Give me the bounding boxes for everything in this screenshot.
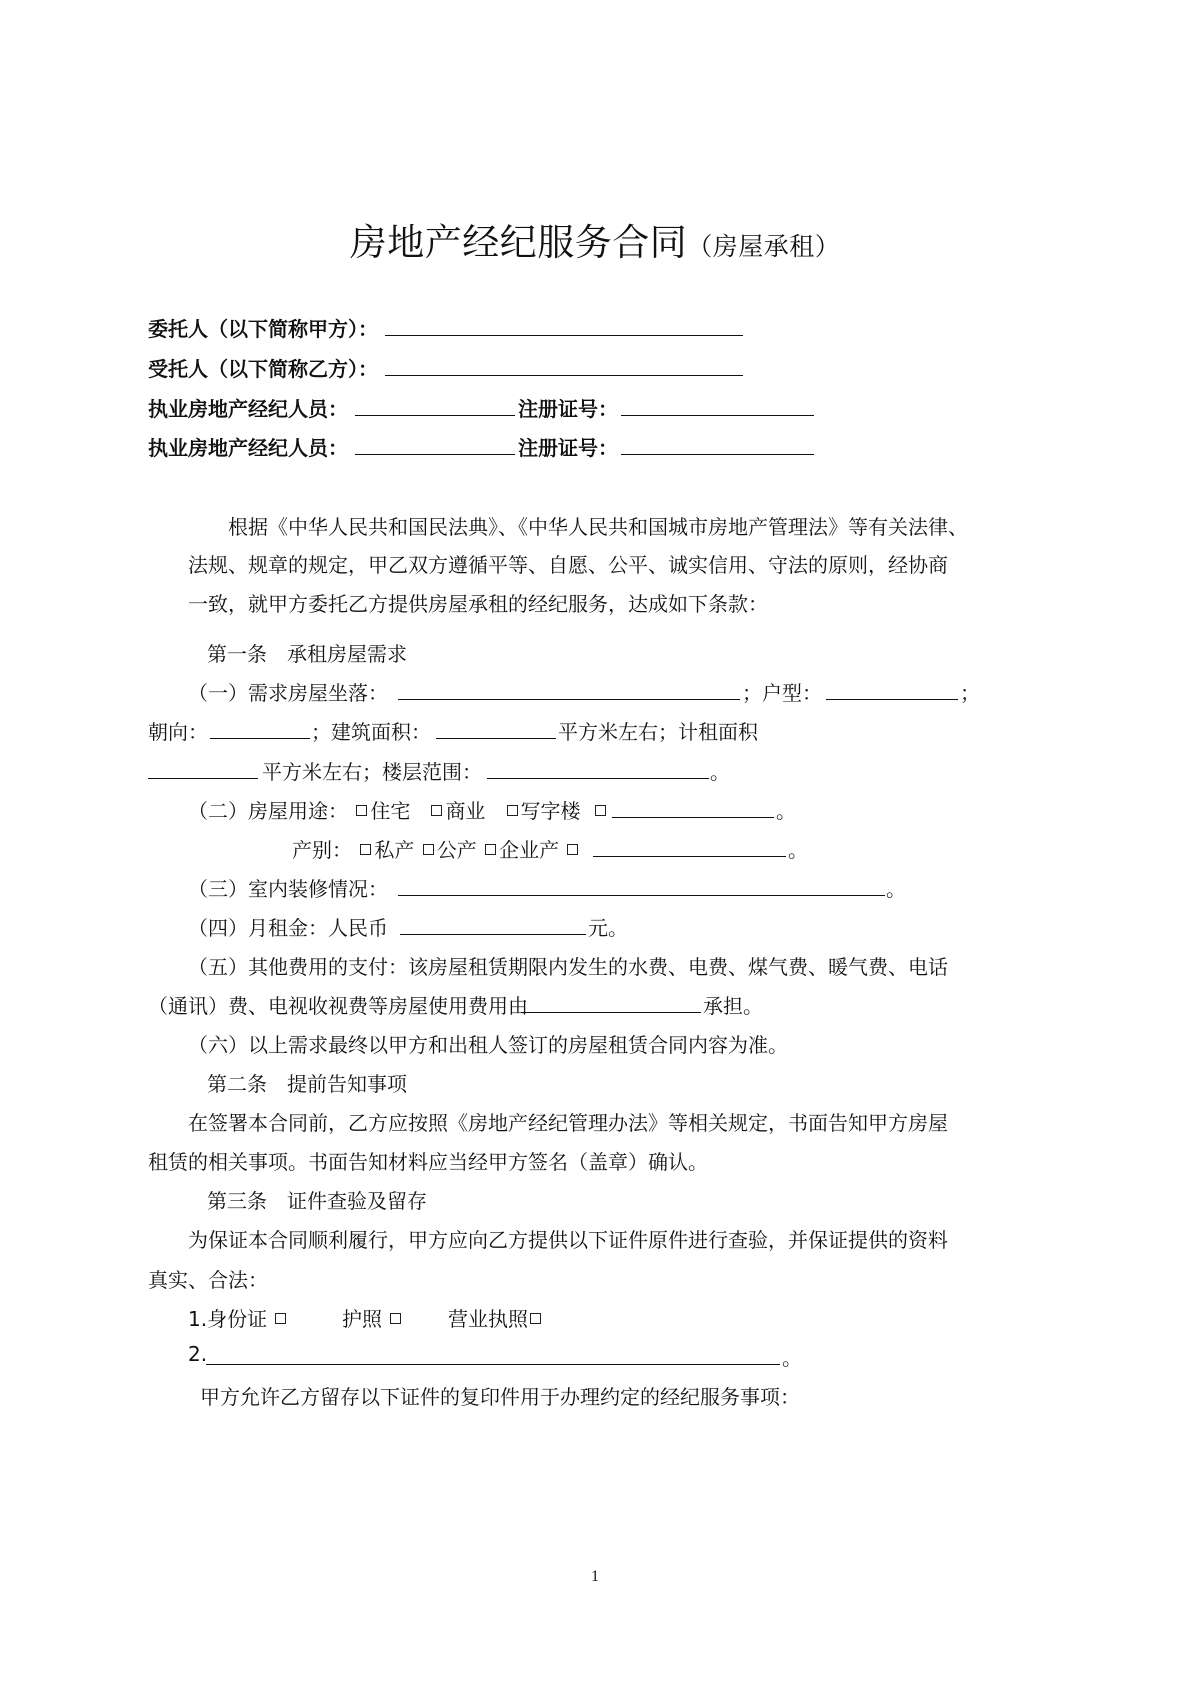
broker2-reg-label: 注册证号： bbox=[518, 436, 618, 460]
usage-label: （二）房屋用途： bbox=[188, 799, 348, 823]
location-field[interactable] bbox=[398, 677, 740, 700]
orientation-label: 朝向： bbox=[148, 720, 208, 744]
usage-commercial-label: 商业 bbox=[445, 799, 486, 823]
a1-item1-sep: ； bbox=[960, 681, 980, 705]
a1-item1-location-label: （一）需求房屋坐落： bbox=[188, 681, 388, 705]
doc-passport-label: 护照 bbox=[342, 1307, 382, 1331]
party-client-label: 委托人（以下简称甲方）： bbox=[148, 317, 378, 341]
building-area-field[interactable] bbox=[436, 716, 556, 739]
usage-end: 。 bbox=[776, 799, 796, 823]
intro-line-1: 根据《中华人民共和国民法典》、《中华人民共和国城市房地产管理法》等有关法律、 bbox=[228, 515, 968, 539]
rent-label: （四）月租金：人民币 bbox=[188, 916, 388, 940]
broker2-label: 执业房地产经纪人员： bbox=[148, 436, 348, 460]
decoration-label: （三）室内装修情况： bbox=[188, 877, 388, 901]
doc-business-license-checkbox[interactable] bbox=[530, 1313, 541, 1324]
building-area-label: ；建筑面积： bbox=[311, 720, 431, 744]
rent-end: 元。 bbox=[588, 916, 628, 940]
fees-payer-field[interactable] bbox=[521, 990, 701, 1013]
usage-residential-checkbox[interactable] bbox=[356, 805, 367, 816]
intro-line-3: 一致，就甲方委托乙方提供房屋承租的经纪服务，达成如下条款： bbox=[188, 592, 768, 616]
rent-area-field[interactable] bbox=[148, 756, 258, 779]
ownership-end: 。 bbox=[788, 838, 808, 862]
doc-id-card-label: 1.身份证 bbox=[188, 1307, 268, 1331]
floor-range-end: 。 bbox=[710, 760, 730, 784]
rent-field[interactable] bbox=[400, 912, 586, 935]
ownership-public-label: 公产 bbox=[436, 838, 477, 862]
usage-office-label: 写字楼 bbox=[520, 799, 581, 823]
ownership-other-field[interactable] bbox=[593, 834, 786, 857]
fees-line-2: （通讯）费、电视收视费等房屋使用费用由 bbox=[148, 994, 528, 1018]
ownership-private-label: 私产 bbox=[374, 838, 415, 862]
broker1-label: 执业房地产经纪人员： bbox=[148, 397, 348, 421]
doc-business-license-label: 营业执照 bbox=[448, 1307, 528, 1331]
broker2-reg-field[interactable] bbox=[621, 432, 814, 455]
ownership-private-checkbox[interactable] bbox=[360, 844, 371, 855]
a1-item1-layout-label: ；户型： bbox=[742, 681, 822, 705]
retain-copies-text: 甲方允许乙方留存以下证件的复印件用于办理约定的经纪服务事项： bbox=[200, 1385, 800, 1409]
broker2-name-field[interactable] bbox=[355, 432, 515, 455]
ownership-public-checkbox[interactable] bbox=[423, 844, 434, 855]
layout-field[interactable] bbox=[826, 677, 958, 700]
usage-other-checkbox[interactable] bbox=[595, 805, 606, 816]
article2-heading: 第二条 提前告知事项 bbox=[207, 1072, 407, 1096]
doc-id-card-checkbox[interactable] bbox=[275, 1313, 286, 1324]
doc-passport bbox=[342, 1303, 404, 1332]
item6-text: （六）以上需求最终以甲方和出租人签订的房屋租赁合同内容为准。 bbox=[188, 1033, 788, 1057]
title-main: 房地产经纪服务合同 bbox=[349, 221, 688, 264]
ownership-enterprise-label: 企业产 bbox=[499, 838, 560, 862]
intro-line-2: 法规、规章的规定，甲乙双方遵循平等、自愿、公平、诚实信用、守法的原则，经协商 bbox=[188, 553, 948, 577]
party-agent-row bbox=[148, 353, 378, 382]
doc-passport-checkbox[interactable] bbox=[390, 1313, 401, 1324]
broker1-reg-field[interactable] bbox=[621, 393, 814, 416]
party-client-row bbox=[148, 313, 378, 342]
fees-line-2-end: 承担。 bbox=[703, 994, 763, 1018]
usage-other-field[interactable] bbox=[612, 795, 774, 818]
floor-range-field[interactable] bbox=[487, 756, 709, 779]
fees-line-1: （五）其他费用的支付：该房屋租赁期限内发生的水费、电费、煤气费、暖气费、电话 bbox=[188, 955, 948, 979]
doc-item-2-end: 。 bbox=[782, 1346, 802, 1370]
article3-line-2: 真实、合法： bbox=[148, 1268, 268, 1292]
doc-item-2-label: 2. bbox=[188, 1342, 208, 1366]
article2-line-2: 租赁的相关事项。书面告知材料应当经甲方签名（盖章）确认。 bbox=[148, 1150, 708, 1174]
doc-business-license bbox=[448, 1303, 544, 1332]
usage-commercial-checkbox[interactable] bbox=[431, 805, 442, 816]
party-client-field[interactable] bbox=[385, 313, 743, 336]
usage-office-checkbox[interactable] bbox=[507, 805, 518, 816]
article1-heading: 第一条 承租房屋需求 bbox=[207, 642, 407, 666]
article2-line-1: 在签署本合同前，乙方应按照《房地产经纪管理办法》等相关规定，书面告知甲方房屋 bbox=[188, 1111, 948, 1135]
decoration-end: 。 bbox=[886, 877, 906, 901]
broker1-reg-label: 注册证号： bbox=[518, 397, 618, 421]
article3-heading: 第三条 证件查验及留存 bbox=[207, 1189, 427, 1213]
doc-id-card bbox=[188, 1303, 289, 1332]
page-number: 1 bbox=[591, 1568, 599, 1585]
rent-area-label: 平方米左右；计租面积 bbox=[558, 720, 758, 744]
orientation-field[interactable] bbox=[210, 716, 310, 739]
ownership-other-checkbox[interactable] bbox=[567, 844, 578, 855]
ownership-row bbox=[292, 834, 581, 863]
party-agent-label: 受托人（以下简称乙方）： bbox=[148, 357, 378, 381]
doc-other-field[interactable] bbox=[206, 1342, 780, 1365]
decoration-field[interactable] bbox=[398, 873, 885, 896]
title-sub: （房屋承租） bbox=[687, 232, 841, 261]
ownership-label: 产别： bbox=[292, 838, 352, 862]
article3-line-1: 为保证本合同顺利履行，甲方应向乙方提供以下证件原件进行查验，并保证提供的资料 bbox=[188, 1228, 948, 1252]
party-agent-field[interactable] bbox=[385, 353, 743, 376]
usage-residential-label: 住宅 bbox=[370, 799, 411, 823]
floor-range-label: 平方米左右；楼层范围： bbox=[262, 760, 482, 784]
page-title bbox=[0, 212, 1190, 266]
broker1-name-field[interactable] bbox=[355, 393, 515, 416]
usage-row bbox=[188, 795, 609, 824]
ownership-enterprise-checkbox[interactable] bbox=[485, 844, 496, 855]
